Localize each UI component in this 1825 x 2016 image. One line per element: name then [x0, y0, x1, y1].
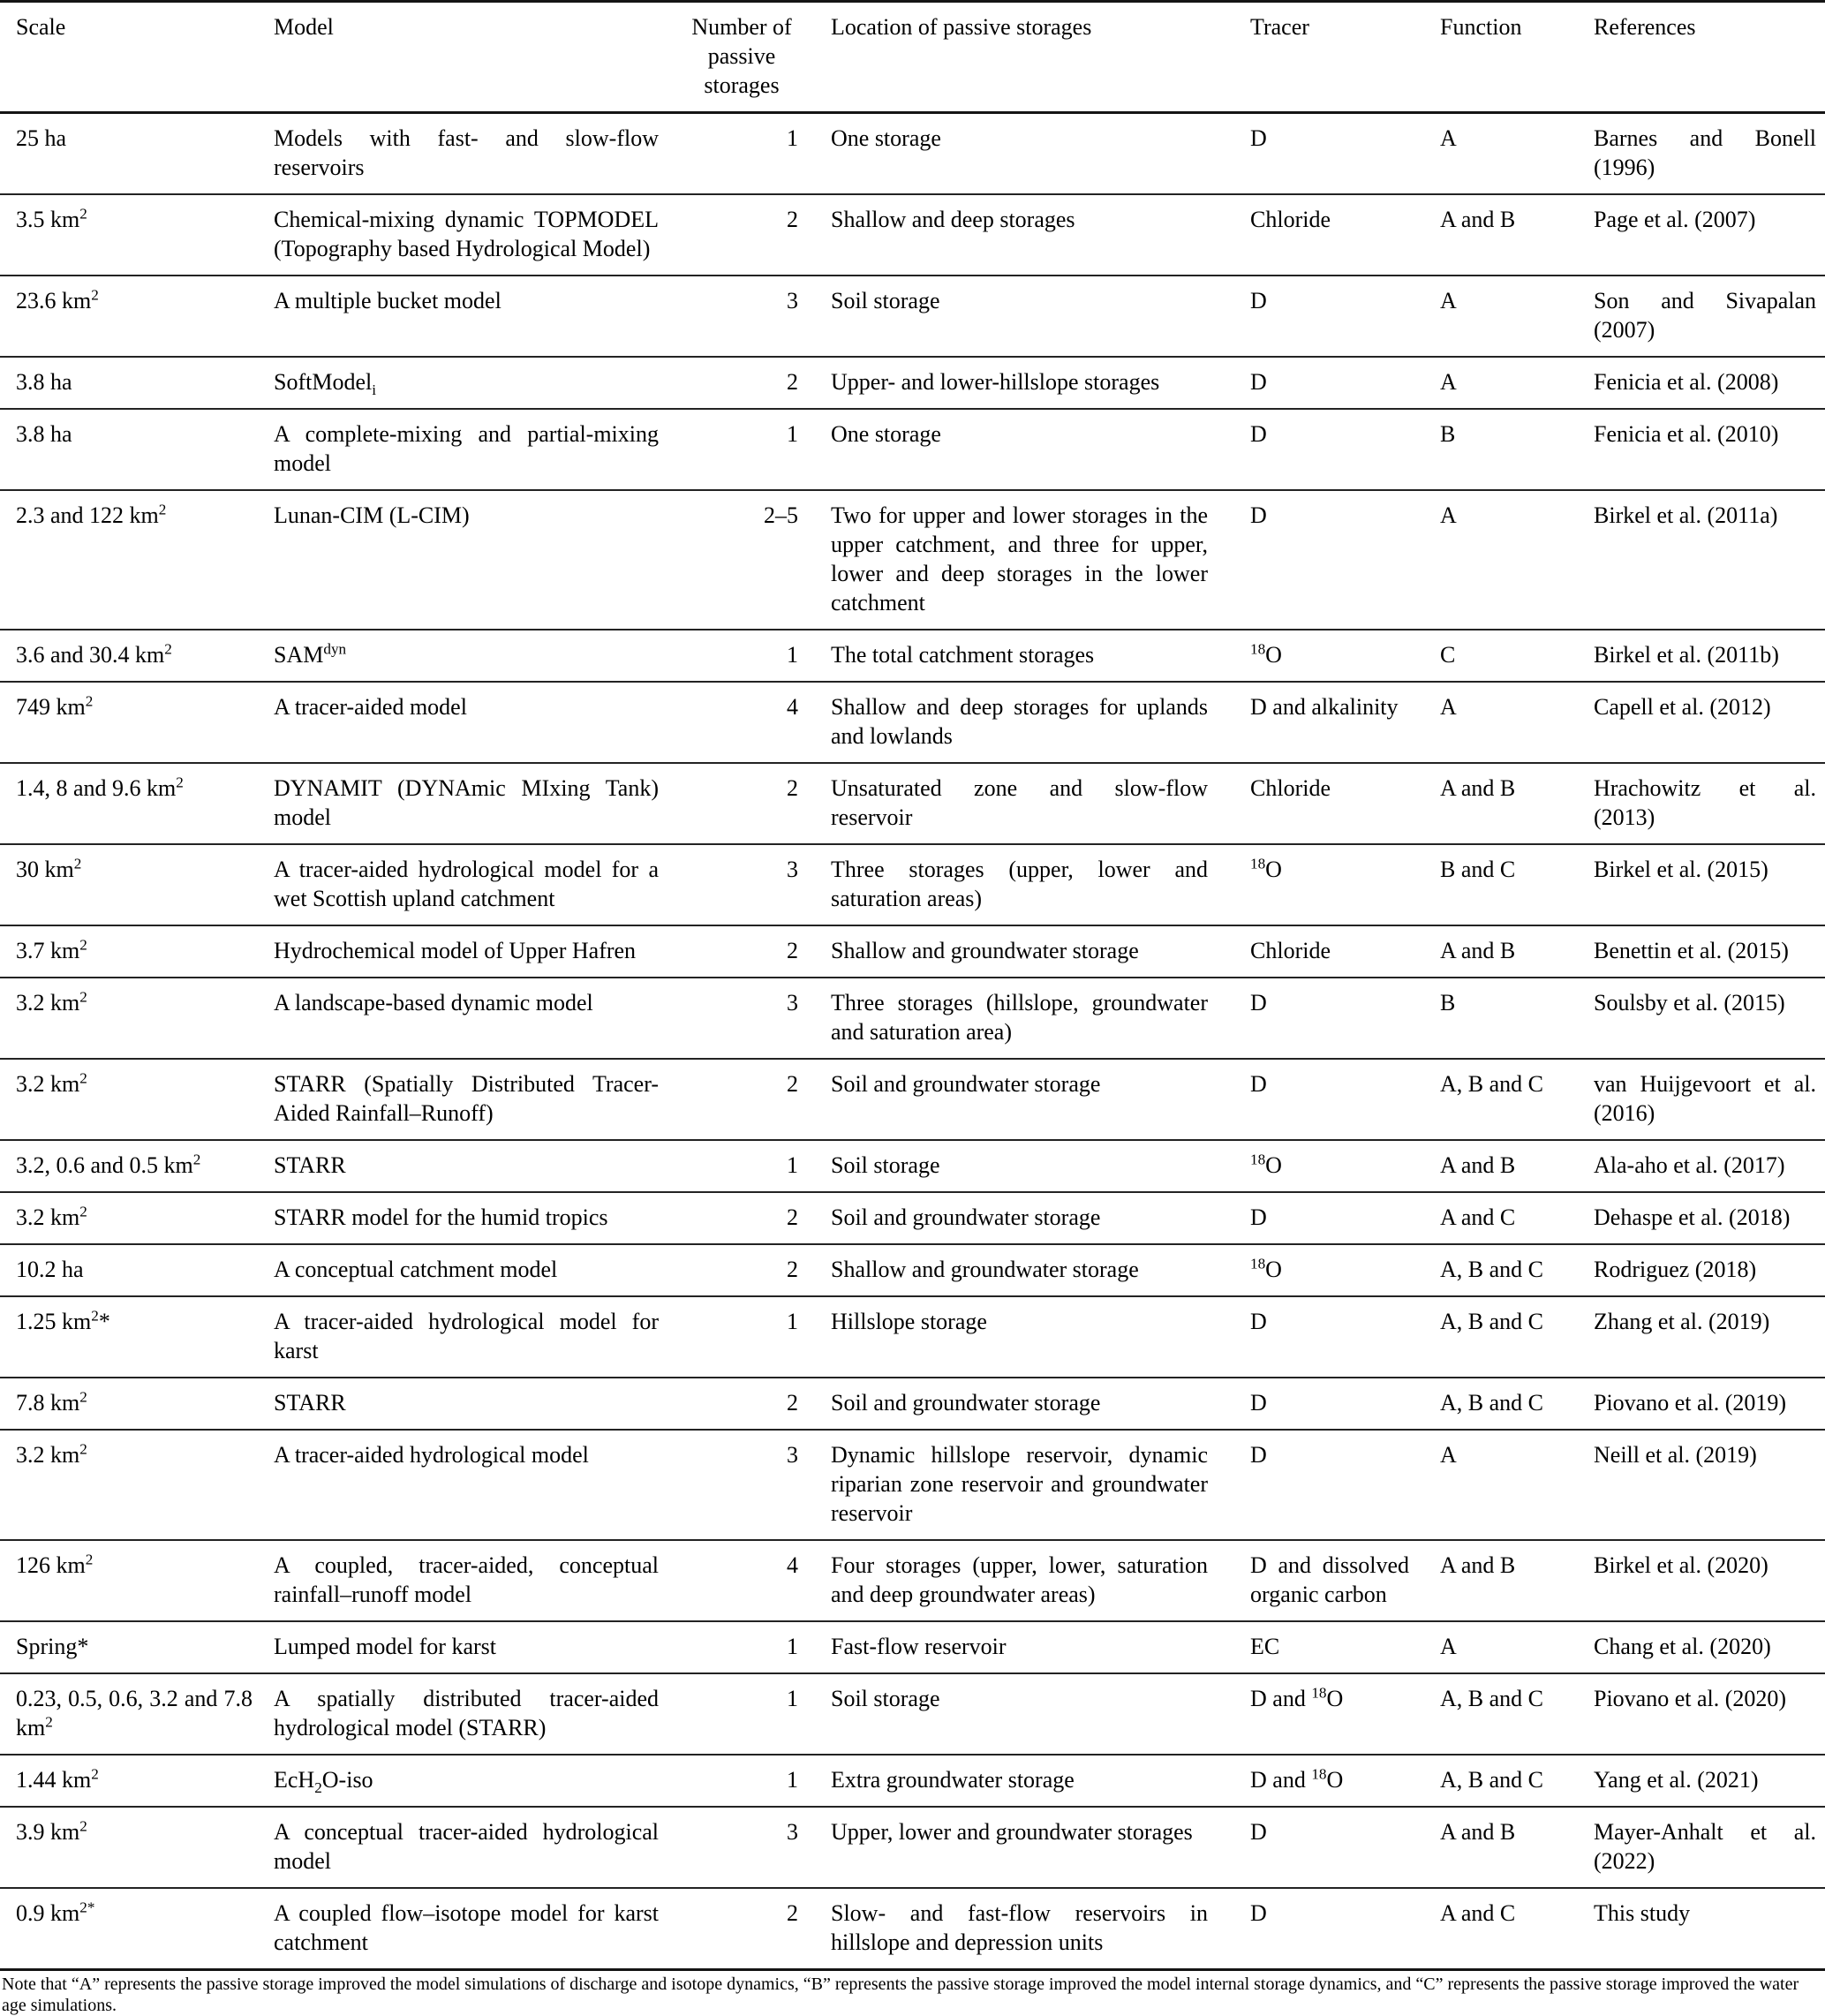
table-row	[0, 113, 1825, 195]
cell-location: Three storages (hillslope, groundwater and saturation area)	[831, 990, 1208, 1045]
cell-function: C	[1440, 642, 1456, 668]
column-header-model: Model	[274, 14, 334, 40]
table-row	[0, 978, 1825, 1059]
cell-function: A	[1440, 1442, 1457, 1468]
cell-scale: 7.8 $km^2$	[16, 1388, 87, 1416]
cell-references: Hrachowitz et al. (2013)	[1594, 775, 1816, 830]
table-row	[0, 630, 1825, 682]
cell-location: Three storages (upper, lower and saturation areas)	[831, 857, 1208, 911]
cell-scale: 1.44 $km^2$	[16, 1765, 99, 1793]
table-row	[0, 1059, 1825, 1140]
cell-model: STARR (Spatially Distributed Tracer-Aided Rainfall–Runoff)	[274, 1071, 659, 1126]
cell-references: Capell et al. (2012)	[1594, 694, 1771, 720]
cell-storages: 3	[787, 990, 798, 1016]
cell-scale: 1.25 $km^2*$	[16, 1307, 110, 1334]
cell-location: Soil storage	[831, 1686, 940, 1711]
cell-scale: 3.9 $km^2$	[16, 1817, 87, 1845]
cell-scale: 126 $km^2$	[16, 1551, 94, 1578]
cell-storages: 1	[787, 1634, 798, 1659]
cell-references: Fenicia et al. (2008)	[1594, 369, 1779, 395]
cell-references: Son and Sivapalan (2007)	[1594, 288, 1816, 343]
cell-references: Zhang et al. (2019)	[1594, 1309, 1770, 1334]
cell-function: A, B and C	[1440, 1257, 1543, 1282]
table-footnote: Note that “A” represents the passive storage improved the model simulations of discharge and isotope dynamics, “B” represents the passive storage improved the model internal storage dynamics, and “C” represents the passive storage improved the water age simulations.	[2, 1974, 1799, 2015]
cell-scale: 25 ha	[16, 125, 67, 151]
table-header	[0, 2, 1825, 113]
cell-location: Upper- and lower-hillslope storages	[831, 369, 1160, 395]
table-row	[0, 1192, 1825, 1244]
cell-scale: 0.9 $km^{2*}$	[16, 1899, 95, 1926]
cell-function: A, B and C	[1440, 1767, 1543, 1793]
cell-tracer: D	[1250, 421, 1267, 447]
table-row	[0, 682, 1825, 763]
cell-model: STARR	[274, 1152, 346, 1178]
cell-tracer: $^{18}$O	[1250, 640, 1282, 668]
cell-location: Slow- and fast-flow reservoirs in hillslope and depression units	[831, 1900, 1208, 1955]
cell-storages: 1	[787, 1309, 798, 1334]
cell-location: Shallow and deep storages	[831, 207, 1075, 232]
cell-storages: 3	[787, 1442, 798, 1468]
cell-model: STARR model for the humid tropics	[274, 1204, 608, 1230]
cell-scale: 2.3 and 122 $km^2$	[16, 501, 167, 528]
cell-tracer: D and alkalinity	[1250, 694, 1399, 720]
cell-scale: 3.2 $km^2$	[16, 1069, 87, 1097]
cell-model: EcH$_2$O-iso	[274, 1767, 373, 1797]
cell-references: Chang et al. (2020)	[1594, 1634, 1771, 1659]
cell-scale: 3.2 $km^2$	[16, 988, 87, 1016]
cell-tracer: $^{18}$O	[1250, 1255, 1282, 1282]
cell-location: Soil storage	[831, 288, 940, 313]
cell-function: A, B and C	[1440, 1071, 1543, 1097]
cell-function: A and B	[1440, 1819, 1516, 1845]
cell-location: Soil and groundwater storage	[831, 1071, 1101, 1097]
cell-tracer: D and dissolved organic carbon	[1250, 1552, 1409, 1607]
cell-tracer: D	[1250, 125, 1267, 151]
cell-tracer: Chloride	[1250, 207, 1331, 232]
cell-references: Rodriguez (2018)	[1594, 1257, 1757, 1282]
table-row	[0, 1430, 1825, 1540]
cell-references: Dehaspe et al. (2018)	[1594, 1204, 1791, 1230]
cell-model: A landscape-based dynamic model	[274, 990, 593, 1016]
cell-tracer: $^{18}$O	[1250, 1151, 1282, 1178]
cell-tracer: $^{18}$O	[1250, 855, 1282, 882]
table-row	[0, 844, 1825, 925]
cell-function: B	[1440, 990, 1456, 1016]
table-row	[0, 194, 1825, 276]
cell-storages: 1	[787, 1152, 798, 1178]
cell-model: A tracer-aided model	[274, 694, 467, 720]
cell-references: Birkel et al. (2011a)	[1594, 502, 1778, 528]
cell-references: Benettin et al. (2015)	[1594, 938, 1789, 963]
cell-references: Soulsby et al. (2015)	[1594, 990, 1785, 1016]
cell-location: Shallow and deep storages for uplands and lowlands	[831, 694, 1208, 749]
cell-storages: 3	[787, 288, 798, 313]
table-row	[0, 1378, 1825, 1430]
cell-scale: 3.8 ha	[16, 421, 72, 447]
cell-tracer: D	[1250, 369, 1267, 395]
cell-storages: 3	[787, 857, 798, 882]
cell-scale: 30 $km^2$	[16, 855, 82, 882]
cell-function: B and C	[1440, 857, 1516, 882]
cell-storages: 2	[787, 938, 798, 963]
cell-scale: 0.23, 0.5, 0.6, 3.2 and 7.8 $km^2$	[16, 1686, 253, 1740]
cell-storages: 1	[787, 642, 798, 668]
cell-scale: Spring*	[16, 1634, 89, 1659]
table-row	[0, 1673, 1825, 1755]
cell-tracer: D	[1250, 1309, 1267, 1334]
table-row	[0, 1807, 1825, 1888]
cell-scale: 3.8 ha	[16, 369, 72, 395]
cell-tracer: D	[1250, 1442, 1267, 1468]
table-row	[0, 1621, 1825, 1673]
cell-function: A and B	[1440, 938, 1516, 963]
cell-references: Page et al. (2007)	[1594, 207, 1756, 232]
cell-references: Barnes and Bonell (1996)	[1594, 125, 1816, 180]
table-row	[0, 409, 1825, 490]
cell-tracer: D and $^{18}$O	[1250, 1684, 1344, 1711]
cell-function: A, B and C	[1440, 1686, 1543, 1711]
table-row	[0, 1244, 1825, 1296]
cell-references: Piovano et al. (2019)	[1594, 1390, 1787, 1416]
cell-location: Two for upper and lower storages in the upper catchment, and three for upper, lower and deep storages in the lower catchment	[831, 502, 1208, 615]
column-header-references: References	[1594, 14, 1696, 40]
cell-function: A and B	[1440, 1552, 1516, 1578]
cell-tracer: D	[1250, 502, 1267, 528]
cell-location: Shallow and groundwater storage	[831, 938, 1139, 963]
cell-location: Soil storage	[831, 1152, 940, 1178]
cell-model: A multiple bucket model	[274, 288, 501, 313]
cell-storages: 2	[787, 1390, 798, 1416]
cell-scale: 3.2, 0.6 and 0.5 $km^2$	[16, 1151, 201, 1178]
column-header-scale: Scale	[16, 14, 66, 40]
cell-storages: 1	[787, 1767, 798, 1793]
cell-location: One storage	[831, 421, 941, 447]
cell-location: Hillslope storage	[831, 1309, 987, 1334]
cell-location: Unsaturated zone and slow-flow reservoir	[831, 775, 1208, 830]
cell-storages: 2	[787, 1257, 798, 1282]
cell-model: A conceptual tracer-aided hydrological model	[274, 1819, 659, 1874]
cell-location: Upper, lower and groundwater storages	[831, 1819, 1193, 1845]
cell-location: Shallow and groundwater storage	[831, 1257, 1139, 1282]
cell-tracer: D	[1250, 1204, 1267, 1230]
cell-scale: 3.2 $km^2$	[16, 1203, 87, 1230]
column-header-tracer: Tracer	[1250, 14, 1309, 40]
cell-model: A coupled, tracer-aided, conceptual rainfall–runoff model	[274, 1552, 659, 1607]
cell-tracer: D	[1250, 990, 1267, 1016]
cell-tracer: D and $^{18}$O	[1250, 1765, 1344, 1793]
cell-model: A conceptual catchment model	[274, 1257, 558, 1282]
cell-location: Soil and groundwater storage	[831, 1390, 1101, 1416]
cell-model: $SAM^{dyn}$	[274, 640, 347, 668]
cell-function: A and B	[1440, 775, 1516, 801]
cell-function: A, B and C	[1440, 1309, 1543, 1334]
cell-references: Mayer-Anhalt et al. (2022)	[1594, 1819, 1816, 1874]
cell-scale: 3.2 $km^2$	[16, 1440, 87, 1468]
cell-model: Chemical-mixing dynamic TOPMODEL (Topography based Hydrological Model)	[274, 207, 659, 261]
cell-scale: 10.2 ha	[16, 1257, 84, 1282]
cell-model: A complete-mixing and partial-mixing model	[274, 421, 659, 476]
cell-storages: 2	[787, 207, 798, 232]
table-row	[0, 1755, 1825, 1807]
table-row	[0, 276, 1825, 357]
cell-location: Dynamic hillslope reservoir, dynamic riparian zone reservoir and groundwater reservoir	[831, 1442, 1208, 1526]
table-row	[0, 1540, 1825, 1621]
cell-function: A and B	[1440, 1152, 1516, 1178]
cell-storages: 1	[787, 421, 798, 447]
cell-tracer: D	[1250, 1390, 1267, 1416]
cell-scale: 3.7 $km^2$	[16, 936, 87, 963]
cell-references: Piovano et al. (2020)	[1594, 1686, 1787, 1711]
cell-function: A	[1440, 288, 1457, 313]
cell-model: A tracer-aided hydrological model for a wet Scottish upland catchment	[274, 857, 659, 911]
cell-location: Four storages (upper, lower, saturation and deep groundwater areas)	[831, 1552, 1208, 1607]
cell-storages: 1	[787, 125, 798, 151]
cell-function: A	[1440, 694, 1457, 720]
table-row	[0, 1296, 1825, 1378]
cell-function: A and B	[1440, 207, 1516, 232]
cell-function: A	[1440, 125, 1457, 151]
cell-model: Models with fast- and slow-flow reservoirs	[274, 125, 659, 180]
cell-function: A and C	[1440, 1204, 1516, 1230]
cell-references: Birkel et al. (2015)	[1594, 857, 1768, 882]
cell-function: A	[1440, 1634, 1457, 1659]
column-header-location: Location of passive storages	[831, 14, 1092, 40]
cell-storages: 2	[787, 775, 798, 801]
cell-references: van Huijgevoort et al. (2016)	[1594, 1071, 1816, 1126]
table-row	[0, 925, 1825, 978]
table-row	[0, 490, 1825, 630]
cell-function: A	[1440, 502, 1457, 528]
cell-storages: 4	[787, 694, 798, 720]
table-row	[0, 1140, 1825, 1192]
cell-scale: 3.6 and 30.4 $km^2$	[16, 640, 172, 668]
cell-location: One storage	[831, 125, 941, 151]
cell-tracer: Chloride	[1250, 938, 1331, 963]
cell-function: A and C	[1440, 1900, 1516, 1926]
cell-references: Fenicia et al. (2010)	[1594, 421, 1779, 447]
cell-scale: 749 $km^2$	[16, 692, 94, 720]
cell-storages: 4	[787, 1552, 798, 1578]
cell-model: Lunan-CIM (L-CIM)	[274, 502, 470, 528]
cell-storages: 1	[787, 1686, 798, 1711]
cell-storages: 2	[787, 369, 798, 395]
cell-tracer: D	[1250, 288, 1267, 313]
cell-location: Soil and groundwater storage	[831, 1204, 1101, 1230]
cell-scale: 23.6 $km^2$	[16, 286, 99, 313]
cell-location: The total catchment storages	[831, 642, 1095, 668]
cell-tracer: EC	[1250, 1634, 1280, 1659]
cell-references: Ala-aho et al. (2017)	[1594, 1152, 1785, 1178]
header-row	[0, 2, 1825, 113]
table-body	[0, 113, 1825, 1970]
cell-tracer: D	[1250, 1900, 1267, 1926]
cell-model: Hydrochemical model of Upper Hafren	[274, 938, 637, 963]
cell-model: A coupled flow–isotope model for karst catchment	[274, 1900, 659, 1955]
cell-scale: 3.5 $km^2$	[16, 205, 87, 232]
cell-storages: 2	[787, 1900, 798, 1926]
cell-location: Fast-flow reservoir	[831, 1634, 1007, 1659]
cell-model: STARR	[274, 1390, 346, 1416]
cell-storages: 3	[787, 1819, 798, 1845]
cell-model: A tracer-aided hydrological model for karst	[274, 1309, 659, 1363]
cell-references: Yang et al. (2021)	[1594, 1767, 1759, 1793]
cell-references: Birkel et al. (2011b)	[1594, 642, 1779, 668]
cell-model: A tracer-aided hydrological model	[274, 1442, 589, 1468]
table-row	[0, 1888, 1825, 1970]
cell-model: SoftModel$_i$	[274, 369, 377, 399]
cell-model: A spatially distributed tracer-aided hydrological model (STARR)	[274, 1686, 659, 1740]
cell-model: DYNAMIT (DYNAmic MIxing Tank) model	[274, 775, 659, 830]
cell-function: A, B and C	[1440, 1390, 1543, 1416]
cell-storages: 2	[787, 1204, 798, 1230]
cell-storages: 2	[787, 1071, 798, 1097]
cell-location: Extra groundwater storage	[831, 1767, 1075, 1793]
cell-tracer: D	[1250, 1819, 1267, 1845]
cell-tracer: Chloride	[1250, 775, 1331, 801]
table-row	[0, 357, 1825, 409]
cell-scale: 1.4, 8 and 9.6 $km^2$	[16, 774, 184, 801]
cell-storages: 2–5	[764, 502, 798, 528]
cell-model: Lumped model for karst	[274, 1634, 496, 1659]
cell-function: B	[1440, 421, 1456, 447]
cell-function: A	[1440, 369, 1457, 395]
cell-references: Birkel et al. (2020)	[1594, 1552, 1768, 1578]
cell-references: This study	[1594, 1900, 1691, 1926]
column-header-number-of-passive-storages: Number of passive storages	[691, 14, 792, 98]
table-row	[0, 763, 1825, 844]
column-header-function: Function	[1440, 14, 1522, 40]
cell-references: Neill et al. (2019)	[1594, 1442, 1757, 1468]
cell-tracer: D	[1250, 1071, 1267, 1097]
